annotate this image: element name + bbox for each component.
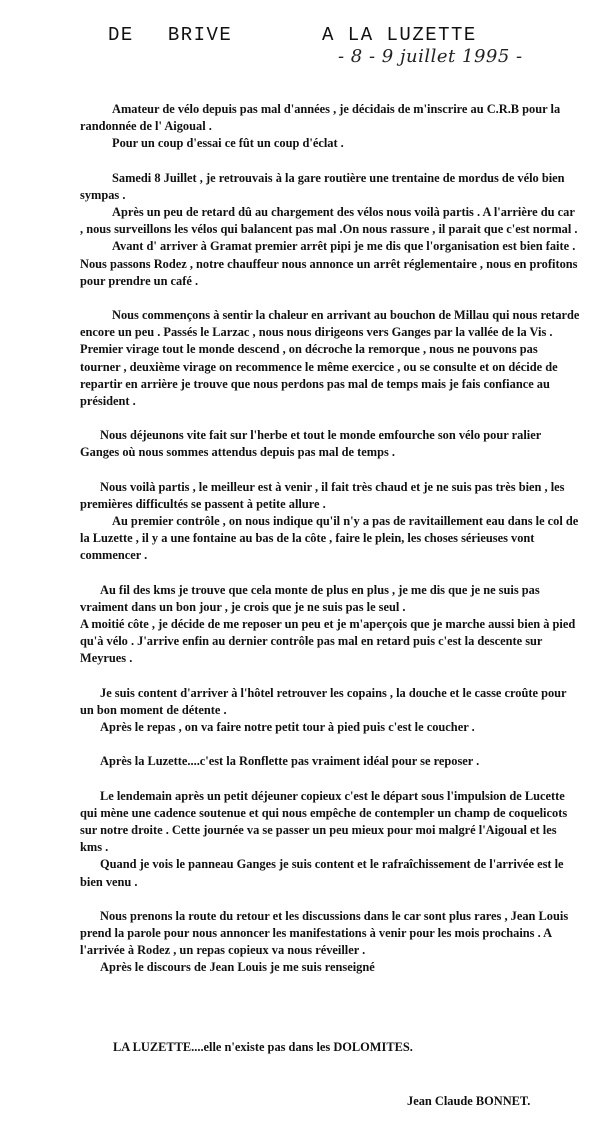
handwritten-date: - 8 - 9 juillet 1995 -	[338, 46, 523, 67]
paragraph: Nous prenons la route du retour et les discussions dans le car sont plus rares , Jean Louis prend la parole pour nous annoncer les manifestations à venir pour les mois prochains . A l'arrivée à Rodez , un repas copieux va nous réveiller .	[80, 908, 569, 958]
paragraph: Amateur de vélo depuis pas mal d'années , je décidais de m'inscrire au C.R.B pour la randonnée de l' Aigoual .	[80, 102, 561, 134]
paragraph: A moitié côte , je décide de me reposer un peu et je m'aperçois que je marche aussi bien à pied qu'à vélo . J'arrive enfin au dernier contrôle pas mal en retard puis c'est la descente sur Meyrues .	[80, 617, 576, 666]
paragraph: Je suis content d'arriver à l'hôtel retrouver les copains , la douche et le casse croûte pour un bon moment de détente .	[80, 685, 567, 717]
paragraph: Après le discours de Jean Louis je me suis renseigné	[100, 960, 375, 975]
title-de: DE	[108, 24, 134, 46]
paragraph: Après un peu de retard dû au chargement des vélos nous voilà partis . A l'arrière du car , nous surveillons les vélos qui balancent pas mal .On nous rassure , il parait que c'est normal .	[80, 205, 578, 237]
paragraph: Samedi 8 Juillet , je retrouvais à la gare routière une trentaine de mordus de vélo bien sympas .	[80, 170, 565, 202]
article-body	[80, 101, 580, 977]
paragraph-spacer	[80, 771, 580, 788]
paragraph-spacer	[80, 462, 580, 479]
paragraph: Pour un coup d'essai ce fût un coup d'éclat .	[112, 136, 344, 151]
paragraph-spacer	[80, 736, 580, 753]
paragraph-spacer	[80, 668, 580, 685]
paragraph-spacer	[80, 891, 580, 908]
paragraph: Nous déjeunons vite fait sur l'herbe et tout le monde emfourche son vélo pour ralier Ganges où nous sommes attendus depuis pas mal de temps .	[80, 428, 541, 460]
paragraph-spacer	[80, 290, 580, 307]
signature: Jean Claude BONNET.	[407, 1094, 531, 1108]
title-right: A LA LUZETTE	[322, 24, 477, 46]
paragraph-spacer	[80, 565, 580, 582]
closing-line: LA LUZETTE....elle n'existe pas dans les DOLOMITES.	[113, 1040, 413, 1054]
paragraph: Après le repas , on va faire notre petit tour à pied puis c'est le coucher .	[100, 720, 475, 735]
paragraph: Le lendemain après un petit déjeuner copieux c'est le départ sous l'impulsion de Lucette qui mène une cadence soutenue et qui nous empêche de contempler un champ de coquelicots sur notre droite . Cette journée va se passer un peu mieux pour moi malgré l'Aigoual et les kms .	[80, 788, 568, 855]
paragraph: Nous voilà partis , le meilleur est à venir , il fait très chaud et je ne suis pas très bien , les premières difficultés se passent à petite allure .	[80, 479, 565, 511]
title-brive: BRIVE	[167, 24, 233, 46]
paragraph: Quand je vois le panneau Ganges je suis content et le rafraîchissement de l'arrivée est le bien venu .	[80, 857, 564, 889]
paragraph: Avant d' arriver à Gramat premier arrêt pipi je me dis que l'organisation est bien faite . Nous passons Rodez , notre chauffeur nous annonce un arrêt réglementaire , nous en profitons pour prendre un café .	[80, 239, 578, 288]
paragraph: Après la Luzette....c'est la Ronflette pas vraiment idéal pour se reposer .	[100, 754, 480, 769]
paragraph: Au fil des kms je trouve que cela monte de plus en plus , je me dis que je ne suis pas vraiment dans un bon jour , je crois que je ne suis pas le seul .	[80, 582, 540, 614]
paragraph-spacer	[80, 410, 580, 427]
paragraph: Nous commençons à sentir la chaleur en arrivant au bouchon de Millau qui nous retarde encore un peu . Passés le Larzac , nous nous dirigeons vers Ganges par la vallée de la Vis . Premier virage tout le monde descend , on décroche la remorque , nous ne pouvons pas tourner , deuxième virage on recommence le même exercice , ou se consulte et on décide de repartir en arrière je trouve que nous perdons pas mal de temps mais je fais confiance au président .	[80, 308, 580, 409]
paragraph-spacer	[80, 153, 580, 170]
paragraph: Au premier contrôle , on nous indique qu'il n'y a pas de ravitaillement eau dans le col de la Luzette , il y a une fontaine au bas de la côte , faire le plein, les choses sérieuses vont commencer .	[80, 514, 579, 563]
title-left	[108, 24, 232, 46]
